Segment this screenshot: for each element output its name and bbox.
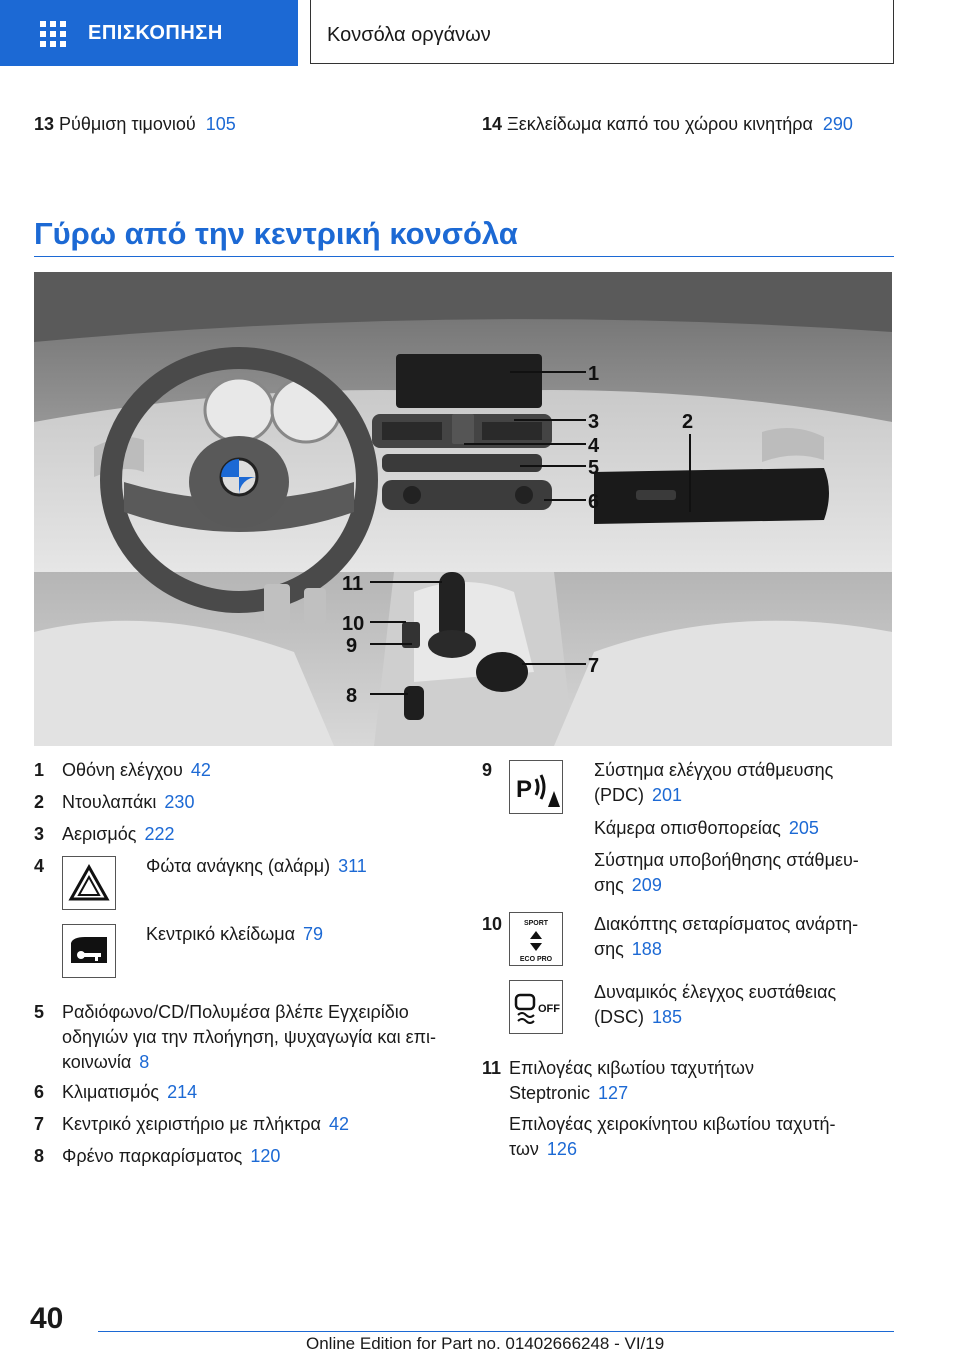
list-item: [62, 790, 194, 815]
page-link[interactable]: 127: [598, 1083, 629, 1103]
page-link[interactable]: 8: [139, 1052, 150, 1072]
item-text: Κεντρικό κλείδωμα: [146, 924, 296, 944]
edition-footer: Online Edition for Part no. 01402666248 - VI/19: [306, 1334, 665, 1353]
item-number: 8: [34, 1146, 45, 1166]
item-text: Κάμερα οπισθοπορείας: [594, 818, 781, 838]
item-number: 3: [34, 824, 45, 844]
door-lock-icon: [62, 924, 116, 978]
page-link[interactable]: 205: [788, 818, 819, 838]
list-item: [146, 922, 323, 947]
item-text: Φώτα ανάγκης (αλάρμ): [146, 856, 331, 876]
item-text: (PDC): [594, 785, 644, 805]
list-item: [62, 822, 174, 847]
page-link[interactable]: 42: [328, 1114, 349, 1134]
item-number: 7: [34, 1114, 45, 1134]
tab-section-title-label: Κονσόλα οργάνων: [327, 24, 491, 46]
page-link[interactable]: 311: [338, 856, 367, 876]
icon-label-eco-pro: ECO PRO: [519, 956, 553, 963]
item-number: 2: [34, 792, 45, 812]
list-item: [509, 1056, 889, 1106]
item-text: Σύστημα υποβοήθησης στάθμευ-: [594, 850, 859, 870]
tab-section-title[interactable]: [310, 0, 894, 64]
item-number: 6: [34, 1082, 45, 1102]
list-item: [146, 854, 367, 879]
dsc-off-icon: [509, 980, 563, 1034]
page-link[interactable]: 120: [250, 1146, 281, 1166]
callout-3: 3: [588, 411, 600, 433]
item-text: Φρένο παρκαρίσματος: [62, 1146, 243, 1166]
page-link[interactable]: 126: [546, 1139, 577, 1159]
dashboard-illustration: [34, 272, 892, 746]
list-item: [62, 1112, 349, 1137]
icon-label-off: OFF: [538, 1003, 560, 1015]
page-link[interactable]: 230: [164, 792, 195, 812]
icon-label-sport: SPORT: [523, 920, 549, 927]
callout-9: 9: [346, 635, 358, 657]
page-link[interactable]: 185: [652, 1007, 683, 1027]
callout-8: 8: [346, 685, 358, 707]
item-text: οδηγιών για την πλοήγηση, ψυχαγωγία και επι-: [62, 1027, 437, 1047]
list-item: [62, 1144, 280, 1169]
ref-text: Ξεκλείδωμα καπό του χώρου κινητήρα: [507, 114, 813, 134]
footer-rule: [98, 1331, 894, 1332]
item-text: Διακόπτης σεταρίσματος ανάρτη-: [594, 914, 859, 934]
item-text: σης: [594, 875, 624, 895]
sport-eco-pro-icon: [509, 912, 563, 966]
callout-1: 1: [588, 363, 600, 385]
header-bar: [0, 0, 960, 66]
ref-text: Ρύθμιση τιμονιού: [59, 114, 196, 134]
list-item: [594, 912, 894, 962]
callout-5: 5: [588, 457, 600, 479]
item-text: Κεντρικό χειριστήριο με πλήκτρα: [62, 1114, 321, 1134]
item-number: 5: [34, 1002, 45, 1022]
item-text: Steptronic: [509, 1083, 591, 1103]
ref-item-14: [482, 114, 853, 135]
item-text: Σύστημα ελέγχου στάθμευσης: [594, 760, 834, 780]
item-number: 10: [482, 914, 503, 934]
callout-11: 11: [342, 573, 364, 595]
page-number: 40: [30, 1302, 64, 1335]
list-item: [594, 758, 894, 808]
item-text: των: [509, 1139, 539, 1159]
page-link[interactable]: 201: [652, 785, 683, 805]
ref-number: 14: [482, 114, 503, 134]
ref-number: 13: [34, 114, 55, 134]
item-number: 11: [482, 1058, 502, 1078]
page-link[interactable]: 79: [303, 924, 324, 944]
page-link[interactable]: 214: [167, 1082, 198, 1102]
list-item: [509, 1112, 889, 1162]
item-text: (DSC): [594, 1007, 644, 1027]
page-link[interactable]: 222: [144, 824, 175, 844]
item-text: Κλιματισμός: [62, 1082, 160, 1102]
callout-4: 4: [588, 435, 600, 457]
page-link[interactable]: 209: [631, 875, 662, 895]
svg-text:P: P: [516, 776, 533, 803]
item-number: 1: [34, 760, 45, 780]
hazard-warning-icon: [62, 856, 116, 910]
list-item: [62, 1080, 197, 1105]
item-text: Δυναμικός έλεγχος ευστάθειας: [594, 982, 837, 1002]
item-text: Αερισμός: [62, 824, 137, 844]
item-text: Επιλογέας κιβωτίου ταχυτήτων: [509, 1058, 754, 1078]
page-link[interactable]: 188: [631, 939, 662, 959]
item-text: Ντουλαπάκι: [62, 792, 157, 812]
list-item: [62, 1000, 452, 1075]
tab-overview-label: ΕΠΙΣΚΟΠΗΣΗ: [88, 21, 223, 44]
item-number: 9: [482, 760, 493, 780]
item-text: Οθόνη ελέγχου: [62, 760, 183, 780]
item-text: σης: [594, 939, 624, 959]
list-item: [594, 816, 819, 841]
section-title: Γύρω από την κεντρική κονσόλα: [34, 216, 518, 251]
callout-10: 10: [342, 613, 365, 635]
pdc-icon: [509, 760, 563, 814]
tab-overview[interactable]: [0, 0, 298, 66]
item-text: Ραδιόφωνο/CD/Πολυμέσα βλέπε Εγχειρίδιο: [62, 1002, 409, 1022]
callout-2: 2: [682, 411, 694, 433]
callout-7: 7: [588, 655, 600, 677]
list-item: [594, 848, 894, 898]
item-number: 4: [34, 856, 45, 876]
page-link[interactable]: 42: [190, 760, 211, 780]
title-rule: [34, 256, 894, 257]
ref-item-13: [34, 114, 236, 135]
callout-6: 6: [588, 491, 600, 513]
grid-menu-icon: [40, 21, 66, 45]
list-item: [62, 758, 211, 783]
ref-page-link[interactable]: 105: [205, 114, 236, 134]
list-item: [594, 980, 894, 1030]
item-text: κοινωνία: [62, 1052, 132, 1072]
ref-page-link[interactable]: 290: [822, 114, 853, 134]
item-text: Επιλογέας χειροκίνητου κιβωτίου ταχυτή-: [509, 1114, 836, 1134]
